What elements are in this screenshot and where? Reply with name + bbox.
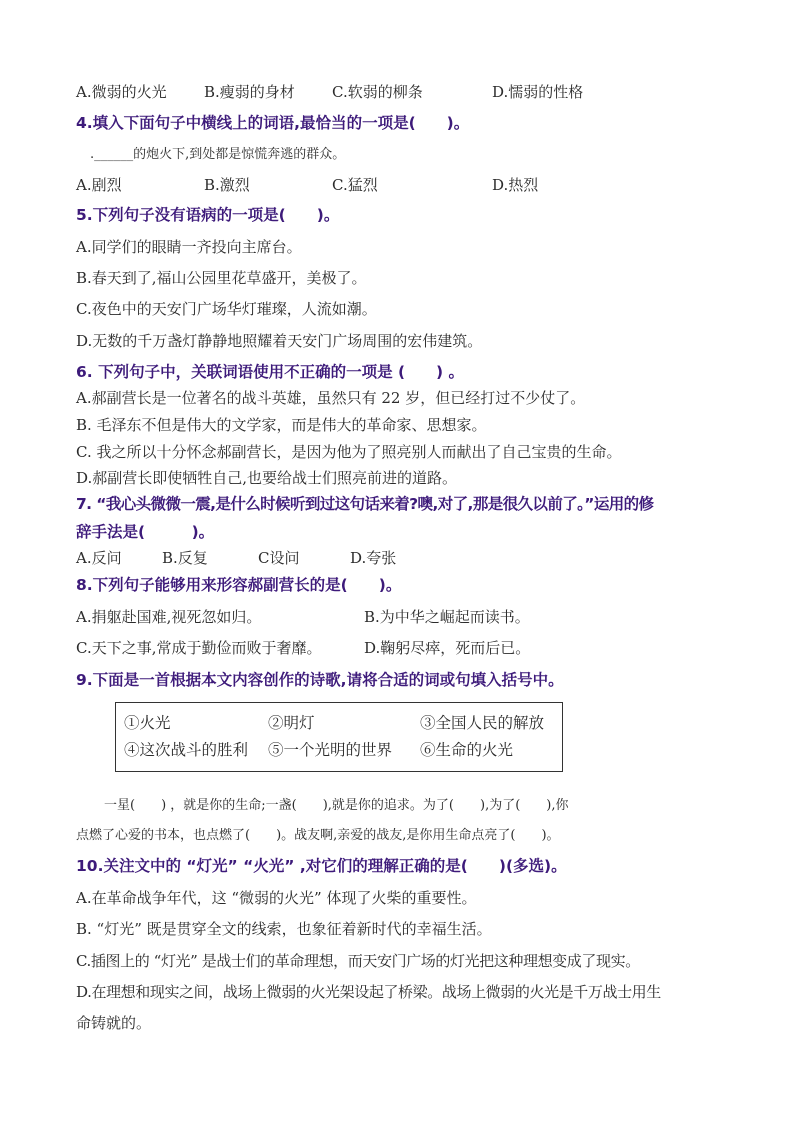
q5-option-b: B.春天到了,福山公园里花草盛开，美极了。 [76,269,367,287]
q4-option-b: B.激烈 [204,176,250,194]
word-bank-item-2: ②明灯 [268,714,315,732]
q9-poem-line1: 一星( ) ，就是你的生命;一盏( ),就是你的追求。为了( ),为了( ),你 [104,798,569,813]
q3-option-c: C.软弱的柳条 [332,83,423,101]
q3-option-b: B.瘦弱的身材 [204,83,295,101]
q6-option-d: D.郝副营长即使牺牲自己,也要给战士们照亮前进的道路。 [76,469,458,487]
q7-option-a: A.反问 [76,549,122,567]
word-bank-box [115,702,563,772]
q9-poem-line2: 点燃了心爱的书本，也点燃了( )。战友啊,亲爱的战友,是你用生命点亮了( )。 [76,828,560,843]
q7-option-c: C设问 [258,549,300,567]
q5-option-c: C.夜色中的天安门广场华灯璀璨，人流如潮。 [76,300,377,318]
q5-option-a: A.同学们的眼睛一齐投向主席台。 [76,238,302,256]
q10-option-d: D.在理想和现实之间，战场上微弱的火光架设起了桥梁。战场上微弱的火光是千万战士用生 [76,983,661,1001]
q10-option-b: B. “灯光” 既是贯穿全文的线索，也象征着新时代的幸福生活。 [76,920,492,938]
q4-sentence: .______的炮火下,到处都是惊慌奔逃的群众。 [90,147,346,162]
q6-option-c: C. 我之所以十分怀念郝副营长，是因为他为了照亮别人而献出了自己宝贵的生命。 [76,443,622,461]
q3-option-d: D.懦弱的性格 [492,83,584,101]
q6-stem: 6. 下列句子中，关联词语使用不正确的一项是 ( ) 。 [76,363,465,381]
q4-stem: 4.填入下面句子中横线上的词语,最恰当的一项是( )。 [76,114,470,132]
q8-option-a: A.捐躯赴国难,视死忽如归。 [76,608,262,626]
q4-option-a: A.剧烈 [76,176,122,194]
q10-option-c: C.插图上的 “灯光” 是战士们的革命理想，而天安门广场的灯光把这种理想变成了现实。 [76,952,640,970]
q10-option-d-continued: 命铸就的。 [76,1014,152,1032]
q3-option-a: A.微弱的火光 [76,83,167,101]
q5-option-d: D.无数的千万盏灯静静地照耀着天安门广场周围的宏伟建筑。 [76,332,483,350]
q6-option-a: A.郝副营长是一位著名的战斗英雄，虽然只有 22 岁，但已经打过不少仗了。 [76,389,586,407]
q9-stem: 9.下面是一首根据本文内容创作的诗歌,请将合适的词或句填入括号中。 [76,671,564,689]
word-bank-item-5: ⑤一个光明的世界 [268,741,393,759]
q7-option-d: D.夸张 [350,549,397,567]
word-bank-item-4: ④这次战斗的胜利 [124,741,249,759]
q8-stem: 8.下列句子能够用来形容郝副营长的是( )。 [76,576,402,594]
q10-stem: 10.关注文中的 “灯光” “火光” ,对它们的理解正确的是( )(多选)。 [76,857,567,875]
q5-stem: 5.下列句子没有语病的一项是( )。 [76,206,340,224]
q7-stem-line2: 辞手法是( )。 [76,523,215,541]
q8-option-d: D.鞠躬尽瘁，死而后已。 [364,639,531,657]
q8-option-b: B.为中华之崛起而读书。 [364,608,530,626]
q7-stem-line1: 7. “我心头微微一震,是什么时候听到过这句话来着?噢,对了,那是很久以前了。”运用的修 [76,495,654,513]
word-bank-item-3: ③全国人民的解放 [420,714,545,732]
q8-option-c: C.天下之事,常成于勤俭而败于奢靡。 [76,639,322,657]
q4-option-c: C.猛烈 [332,176,378,194]
word-bank-item-1: ①火光 [124,714,171,732]
q6-option-b: B. 毛泽东不但是伟大的文学家，而是伟大的革命家、思想家。 [76,416,487,434]
q10-option-a: A.在革命战争年代，这 “微弱的火光” 体现了火柴的重要性。 [76,889,477,907]
q4-option-d: D.热烈 [492,176,539,194]
word-bank-item-6: ⑥生命的火光 [420,741,514,759]
q7-option-b: B.反复 [162,549,208,567]
